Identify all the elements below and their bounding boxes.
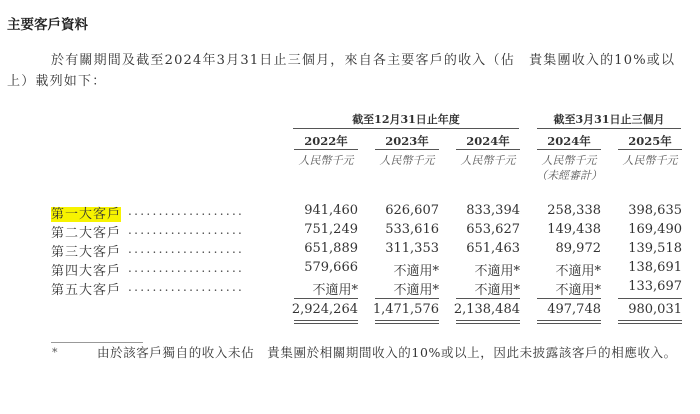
row-label-customer-4: 第四大客戶	[51, 264, 122, 279]
cell: 169,490	[628, 222, 682, 237]
double-rule	[618, 320, 682, 321]
unit-label: 人民幣千元	[379, 154, 435, 167]
unit-label: 人民幣千元	[622, 154, 678, 167]
cell: 不適用*	[474, 264, 520, 279]
double-rule	[294, 320, 358, 321]
double-rule	[375, 323, 439, 324]
cell: 398,635	[628, 203, 682, 218]
double-rule	[537, 320, 601, 321]
intro-line-2: 上）載列如下：	[7, 74, 107, 89]
group-rule-annual	[293, 128, 519, 129]
cell: 不適用*	[312, 283, 358, 298]
cell: 89,972	[555, 241, 601, 256]
unit-label: 人民幣千元	[460, 154, 516, 167]
cell: 651,463	[466, 241, 520, 256]
cell: 不適用*	[555, 264, 601, 279]
row-label-customer-5: 第五大客戶	[51, 283, 122, 298]
cell: 139,518	[628, 241, 682, 256]
double-rule	[618, 323, 682, 324]
total-rule	[294, 298, 358, 299]
leader-dots: ...................	[128, 261, 245, 275]
unit-label: 人民幣千元	[298, 154, 354, 167]
footnote-marker: *	[52, 346, 58, 359]
double-rule	[537, 323, 601, 324]
cell: 651,889	[304, 241, 358, 256]
col-rule	[294, 149, 358, 150]
total-cell: 980,031	[628, 302, 682, 317]
leader-dots: ...................	[128, 204, 245, 218]
row-label-customer-1	[51, 203, 121, 222]
group-header-quarter: 截至3月31日止三個月	[553, 113, 665, 126]
group-rule-quarter	[537, 128, 681, 129]
col-rule	[456, 149, 520, 150]
intro-paragraph	[7, 50, 697, 92]
cell: 533,616	[385, 222, 439, 237]
double-rule	[456, 320, 520, 321]
cell: 626,607	[385, 203, 439, 218]
total-cell: 1,471,576	[372, 302, 439, 317]
double-rule	[294, 323, 358, 324]
total-cell: 2,924,264	[291, 302, 358, 317]
cell: 不適用*	[393, 283, 439, 298]
cell: 833,394	[466, 203, 520, 218]
leader-dots: ...................	[128, 242, 245, 256]
row-label-customer-3: 第三大客戶	[51, 245, 122, 260]
cell: 751,249	[304, 222, 358, 237]
cell: 258,338	[547, 203, 601, 218]
cell: 149,438	[547, 222, 601, 237]
cell: 138,691	[628, 260, 682, 275]
total-rule	[537, 298, 601, 299]
unit-label	[534, 153, 604, 183]
double-rule	[375, 320, 439, 321]
unaudited-note: （未經審計）	[536, 169, 602, 182]
footnote-text: 由於該客戶獨自的收入未佔 貴集團於相關期間收入的10%或以上，因此未披露該客戶的相應收入。	[97, 345, 677, 360]
cell: 653,627	[466, 222, 520, 237]
total-rule	[456, 298, 520, 299]
col-header-2024-q1: 2024年	[547, 134, 591, 148]
cell: 不適用*	[474, 283, 520, 298]
highlighted-label: 第一大客戶	[51, 207, 122, 222]
col-header-2024: 2024年	[466, 134, 510, 148]
cell: 133,697	[628, 279, 682, 294]
double-rule	[456, 323, 520, 324]
cell: 311,353	[385, 241, 439, 256]
total-rule	[375, 298, 439, 299]
row-label-customer-2: 第二大客戶	[51, 226, 122, 241]
total-rule	[618, 298, 682, 299]
cell: 不適用*	[555, 283, 601, 298]
total-cell: 2,138,484	[453, 302, 520, 317]
col-header-2022: 2022年	[304, 134, 348, 148]
col-header-2023: 2023年	[385, 134, 429, 148]
col-rule	[375, 149, 439, 150]
col-header-2025-q1: 2025年	[628, 134, 672, 148]
leader-dots: ...................	[128, 280, 245, 294]
section-heading: 主要客戶資料	[7, 17, 88, 33]
col-rule	[618, 149, 682, 150]
intro-line-1: 於有關期間及截至2024年3月31日止三個月，來自各主要客戶的收入（佔 貴集團收入的10%或以	[51, 53, 676, 68]
unit-text: 人民幣千元	[541, 154, 597, 167]
cell: 941,460	[304, 203, 358, 218]
cell: 579,666	[304, 260, 358, 275]
col-rule	[537, 149, 601, 150]
total-cell: 497,748	[547, 302, 601, 317]
leader-dots: ...................	[128, 223, 245, 237]
cell: 不適用*	[393, 264, 439, 279]
group-header-annual: 截至12月31日止年度	[352, 113, 460, 126]
